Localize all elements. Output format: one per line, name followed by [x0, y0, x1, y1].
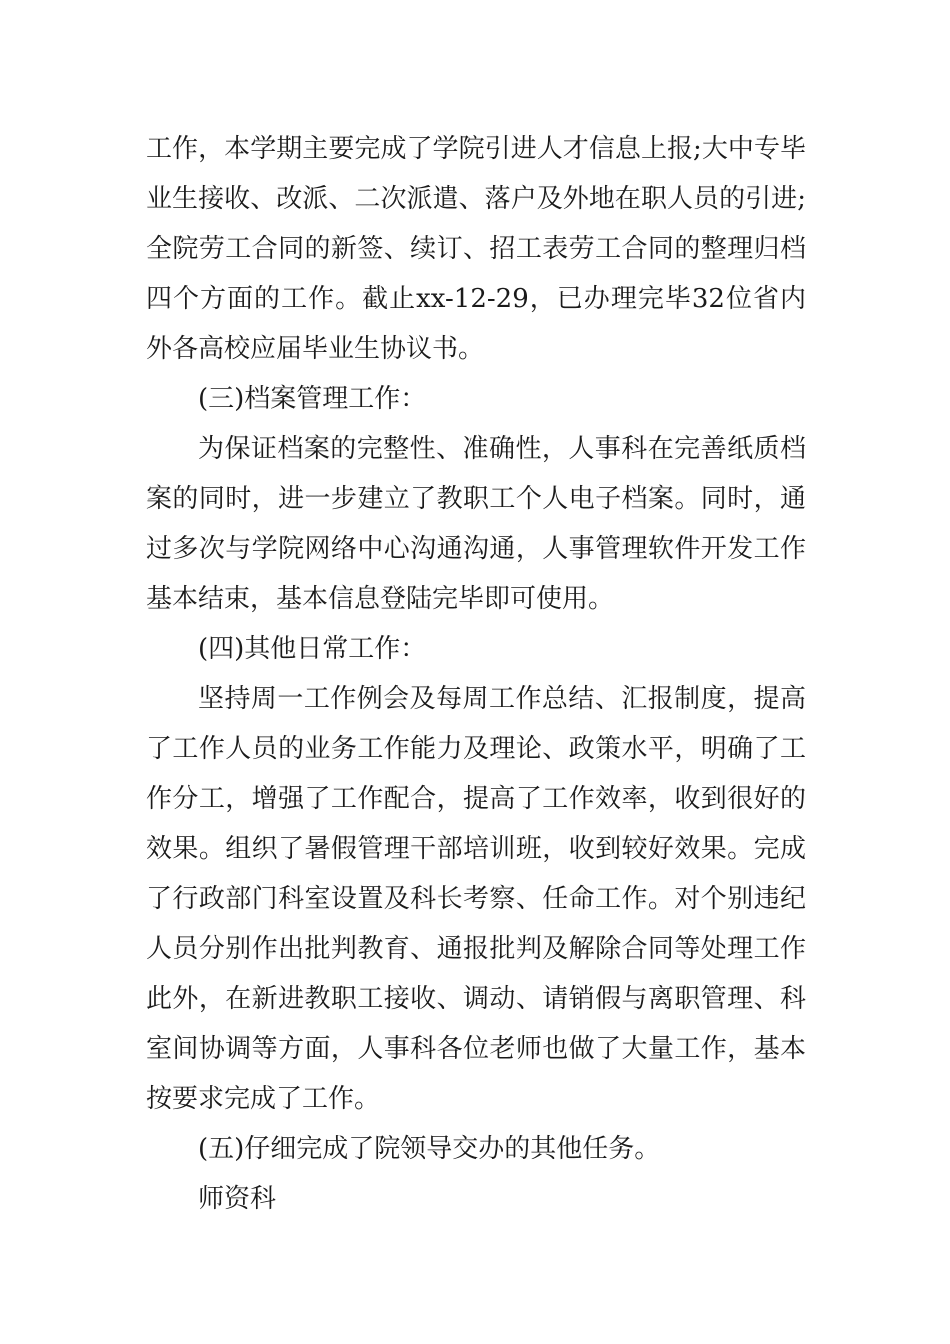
paragraph-archives: 为保证档案的完整性、准确性，人事科在完善纸质档案的同时，进一步建立了教职工个人电子档案。同时，通过多次与学院网络中心沟通沟通，人事管理软件开发工作基本结束，基本信息登陆完毕即可使用。: [146, 434, 806, 614]
paragraph-continuation: 工作，本学期主要完成了学院引进人才信息上报;大中专毕业生接收、改派、二次派遣、落户及外地在职人员的引进;全院劳工合同的新签、续订、招工表劳工合同的整理归档四个方面的工作。截止xx-12-29，已办理完毕32位省内外各高校应届毕业生协议书。: [146, 134, 806, 364]
section-heading-daily-work: (四)其他日常工作：: [198, 634, 427, 664]
paragraph-daily-work: 坚持周一工作例会及每周工作总结、汇报制度，提高了工作人员的业务工作能力及理论、政策水平，明确了工作分工，增强了工作配合，提高了工作效率，收到很好的效果。组织了暑假管理干部培训班，收到较好效果。完成了行政部门科室设置及科长考察、任命工作。对个别违纪人员分别作出批判教育、通报批判及解除合同等处理工作此外，在新进教职工接收、调动、请销假与离职管理、科室间协调等方面，人事科各位老师也做了大量工作，基本按要求完成了工作。: [146, 684, 806, 1114]
document-body: [146, 124, 806, 1224]
section-heading-faculty: 师资科: [198, 1184, 277, 1214]
section-heading-other-tasks: (五)仔细完成了院领导交办的其他任务。: [198, 1134, 661, 1164]
section-heading-archives: (三)档案管理工作：: [198, 384, 427, 414]
